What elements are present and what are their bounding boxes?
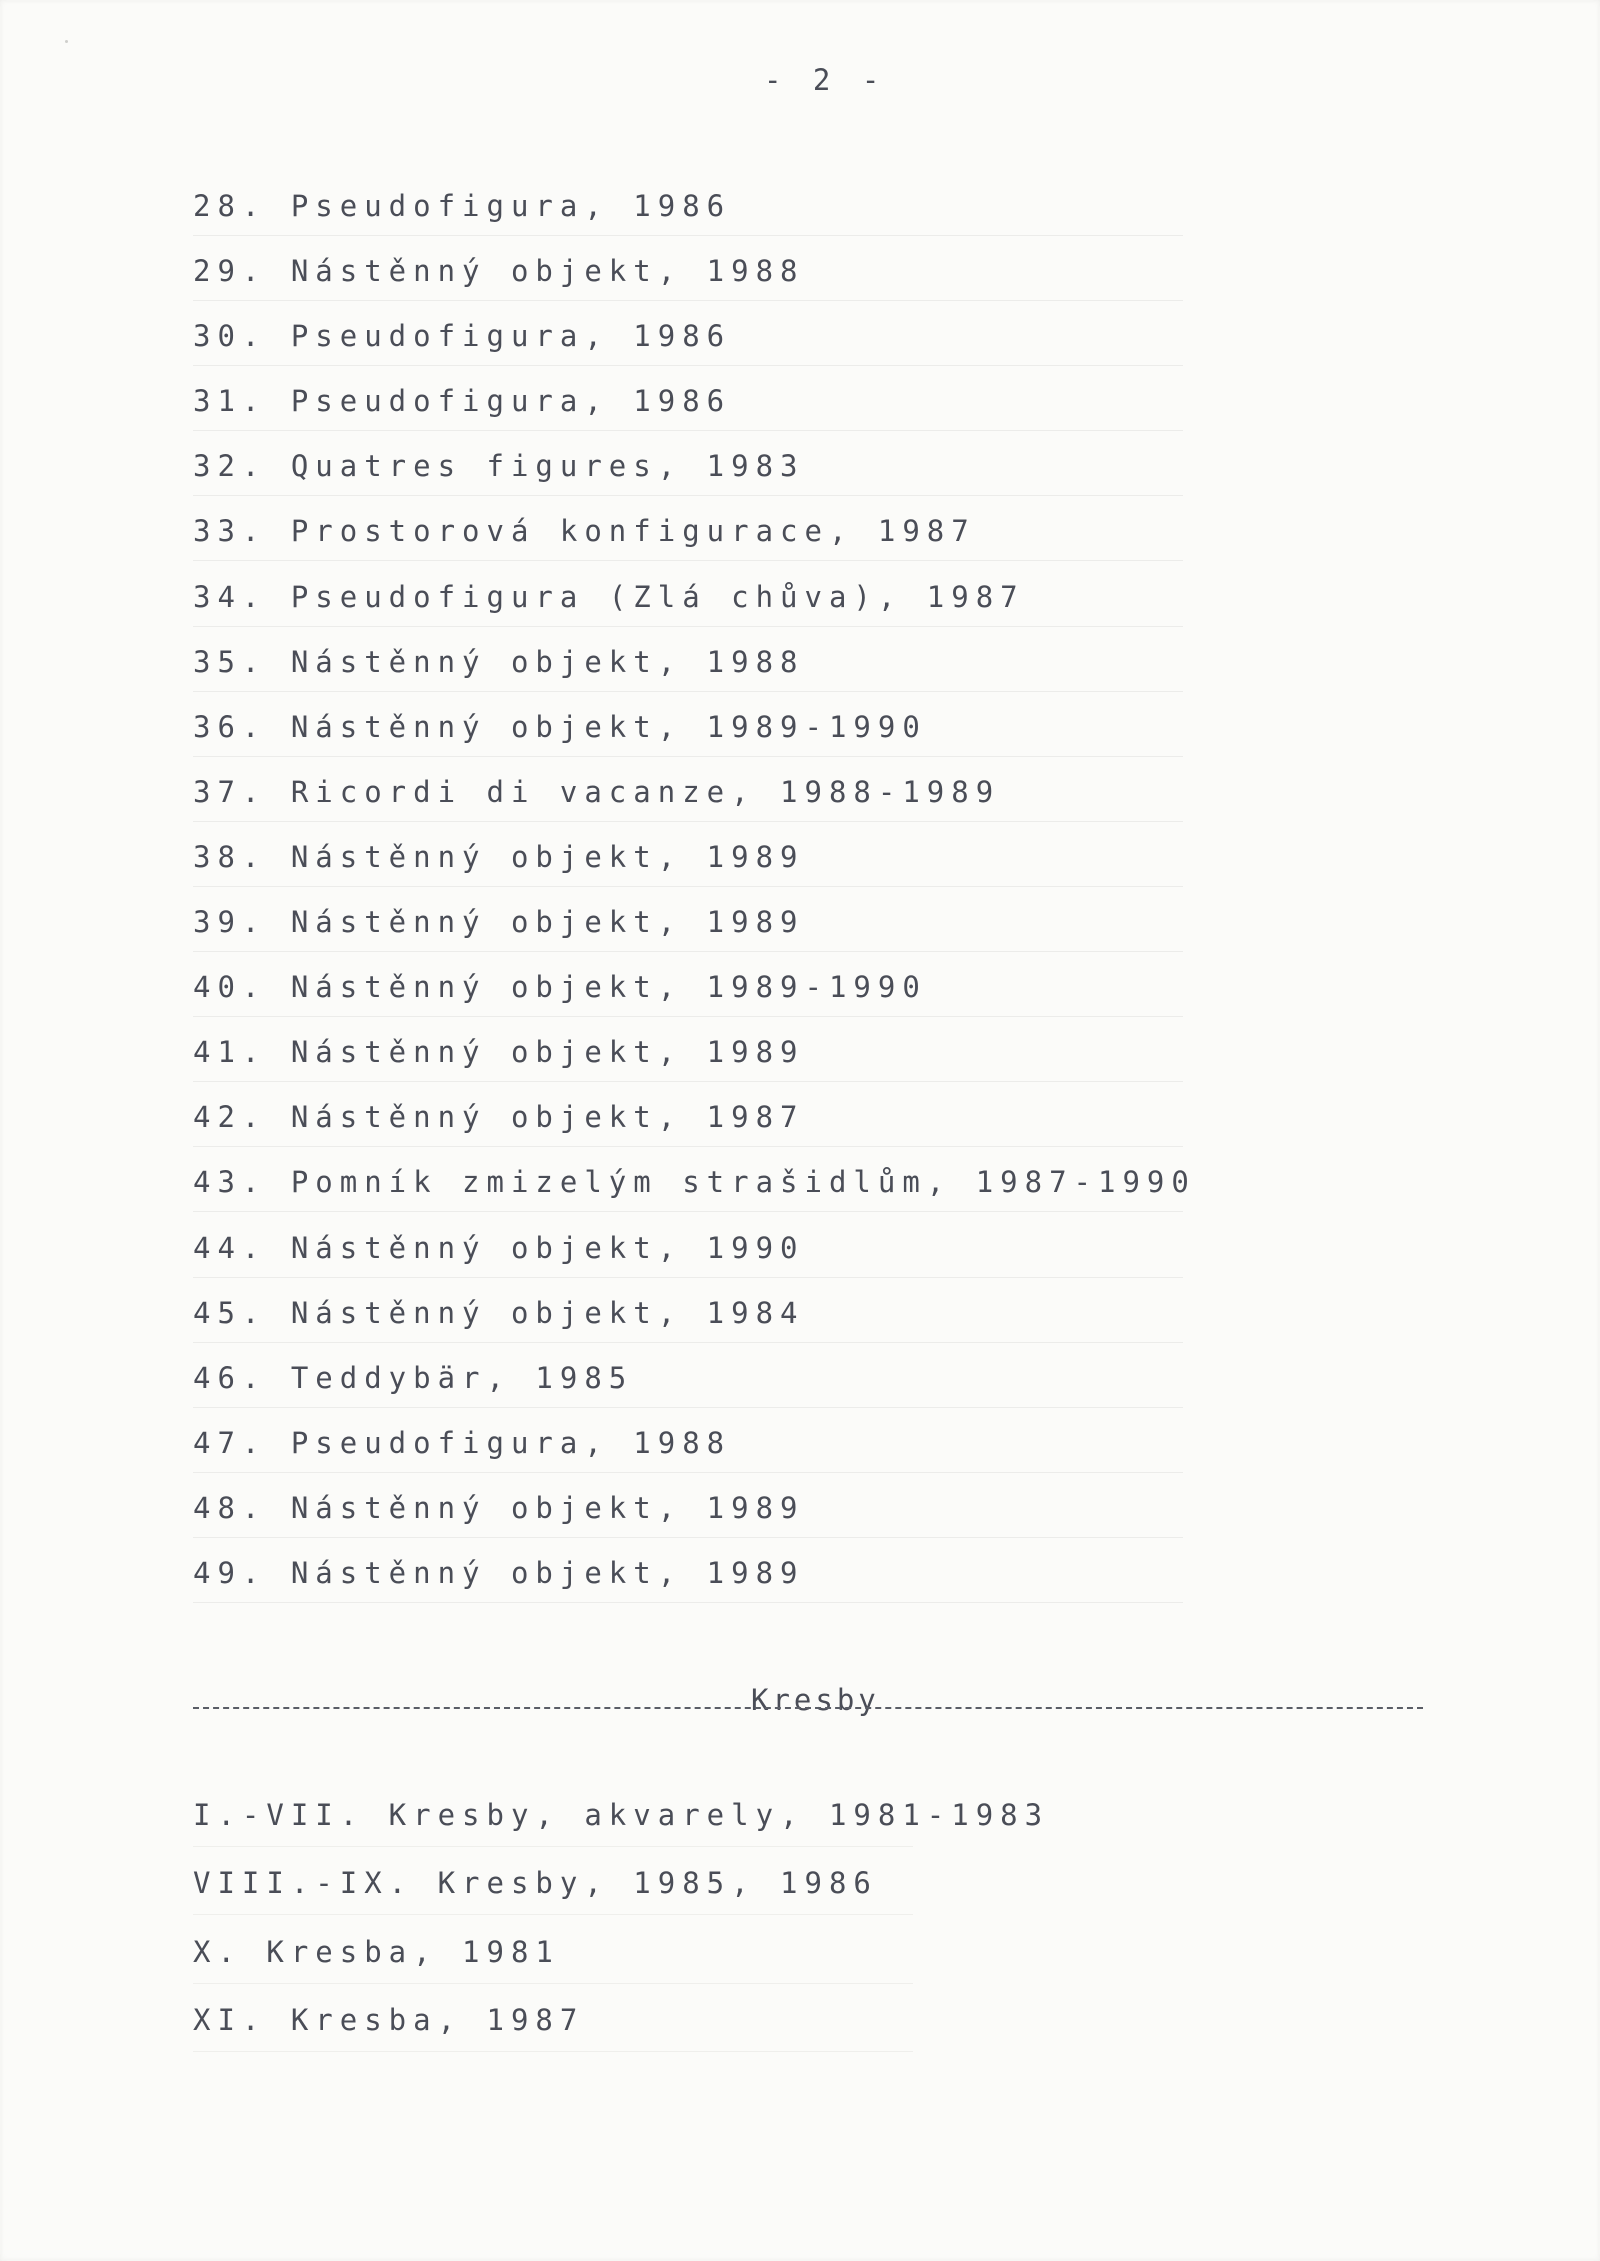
list-item: 36. Nástěnný objekt, 1989-1990 — [193, 713, 1196, 778]
drawings-list — [193, 1798, 1050, 2074]
list-item: 33. Prostorová konfigurace, 1987 — [193, 517, 1196, 582]
list-item: 34. Pseudofigura (Zlá chůva), 1987 — [193, 583, 1196, 648]
page-number: - 2 - — [764, 63, 887, 97]
list-item: X. Kresba, 1981 — [193, 1938, 1049, 2006]
list-item: 29. Nástěnný objekt, 1988 — [193, 257, 1196, 322]
list-item: 43. Pomník zmizelým strašidlům, 1987-1990 — [193, 1168, 1196, 1233]
list-item: 41. Nástěnný objekt, 1989 — [193, 1038, 1196, 1103]
list-item: 40. Nástěnný objekt, 1989-1990 — [193, 973, 1196, 1038]
list-item: 28. Pseudofigura, 1986 — [193, 192, 1196, 257]
list-item: 37. Ricordi di vacanze, 1988-1989 — [193, 778, 1196, 843]
list-item: 30. Pseudofigura, 1986 — [193, 322, 1196, 387]
list-item: VIII.-IX. Kresby, 1985, 1986 — [193, 1869, 1049, 1937]
list-item: XI. Kresba, 1987 — [193, 2006, 1049, 2074]
list-item: 49. Nástěnný objekt, 1989 — [193, 1559, 1196, 1624]
list-item: 45. Nástěnný objekt, 1984 — [193, 1299, 1196, 1364]
list-item: 38. Nástěnný objekt, 1989 — [193, 843, 1196, 908]
list-item: 31. Pseudofigura, 1986 — [193, 387, 1196, 452]
list-item: I.-VII. Kresby, akvarely, 1981-1983 — [193, 1801, 1049, 1869]
list-item: 39. Nástěnný objekt, 1989 — [193, 908, 1196, 973]
list-item: 46. Teddybär, 1985 — [193, 1364, 1196, 1429]
list-item: 42. Nástěnný objekt, 1987 — [193, 1103, 1196, 1168]
section-heading-kresby: Kresby — [751, 1683, 880, 1717]
list-item: 32. Quatres figures, 1983 — [193, 452, 1196, 517]
list-item: 44. Nástěnný objekt, 1990 — [193, 1234, 1196, 1299]
list-item: 48. Nástěnný objekt, 1989 — [193, 1494, 1196, 1559]
list-item: 47. Pseudofigura, 1988 — [193, 1429, 1196, 1494]
works-list — [193, 189, 1196, 1624]
list-item: 35. Nástěnný objekt, 1988 — [193, 648, 1196, 713]
dashed-divider — [193, 1707, 1423, 1709]
paper-speck — [65, 40, 68, 43]
